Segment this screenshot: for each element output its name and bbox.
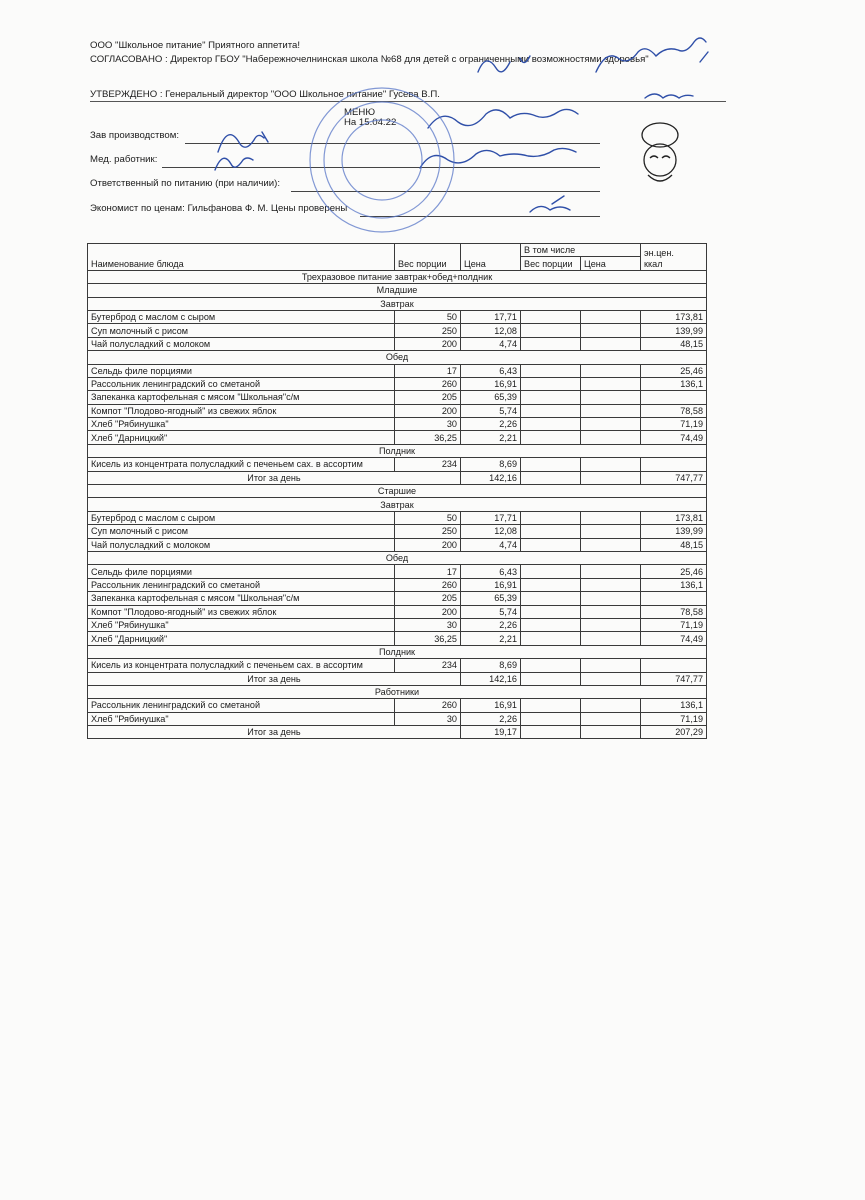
section-label: Работники [88, 685, 707, 698]
total-sub-weight [521, 726, 581, 739]
dish-kcal: 25,46 [641, 565, 707, 578]
dish-name: Чай полусладкий с молоком [88, 337, 395, 350]
approved-text: УТВЕРЖДЕНО : Генеральный директор "ООО Школьное питание" Гусева В.П. [90, 89, 440, 100]
dish-price: 6,43 [461, 364, 521, 377]
dish-weight: 36,25 [395, 431, 461, 444]
dish-price: 5,74 [461, 404, 521, 417]
header-energy [641, 244, 707, 271]
dish-weight: 200 [395, 605, 461, 618]
table-row [88, 310, 707, 323]
dish-sub-price [581, 538, 641, 551]
table-row [88, 605, 707, 618]
dish-sub-weight [521, 699, 581, 712]
role-responsible: Ответственный по питанию (при наличии): [90, 178, 280, 189]
dish-weight: 260 [395, 699, 461, 712]
total-price: 19,17 [461, 726, 521, 739]
dish-sub-weight [521, 632, 581, 645]
dish-sub-price [581, 391, 641, 404]
dish-name: Хлеб "Рябинушка" [88, 418, 395, 431]
dish-kcal: 48,15 [641, 538, 707, 551]
dish-kcal: 25,46 [641, 364, 707, 377]
dish-kcal: 136,1 [641, 377, 707, 390]
total-sub-price [581, 471, 641, 484]
signature-line-economist [360, 216, 600, 217]
company-line: ООО "Школьное питание" Приятного аппетита! [90, 40, 301, 51]
menu-title: МЕНЮ [344, 107, 376, 118]
table-row [88, 511, 707, 524]
dish-sub-weight [521, 391, 581, 404]
role-medic: Мед. работник: [90, 154, 158, 165]
dish-sub-weight [521, 592, 581, 605]
dish-name: Компот "Плодово-ягодный" из свежих яблок [88, 404, 395, 417]
table-row [88, 592, 707, 605]
dish-name: Рассольник ленинградский со сметаной [88, 377, 395, 390]
dish-sub-price [581, 525, 641, 538]
dish-weight: 50 [395, 511, 461, 524]
dish-kcal: 139,99 [641, 324, 707, 337]
dish-kcal: 136,1 [641, 699, 707, 712]
dish-price: 6,43 [461, 565, 521, 578]
role-economist: Экономист по ценам: Гильфанова Ф. М. Цены проверены [90, 203, 348, 214]
table-row [88, 364, 707, 377]
dish-weight: 30 [395, 618, 461, 631]
section-label: Полдник [88, 645, 707, 658]
handwritten-signature [428, 109, 578, 128]
signature-line-medic [162, 167, 600, 168]
dish-kcal [641, 659, 707, 672]
dish-sub-weight [521, 324, 581, 337]
total-label: Итог за день [88, 672, 461, 685]
table-row [88, 377, 707, 390]
section-label: Обед [88, 551, 707, 564]
signature-line-responsible [291, 191, 600, 192]
dish-sub-price [581, 712, 641, 725]
dish-kcal: 74,49 [641, 632, 707, 645]
dish-kcal: 136,1 [641, 578, 707, 591]
section-label: Обед [88, 351, 707, 364]
dish-sub-weight [521, 377, 581, 390]
dish-name: Компот "Плодово-ягодный" из свежих яблок [88, 605, 395, 618]
table-row [88, 391, 707, 404]
dish-name: Кисель из концентрата полусладкий с печеньем сах. в ассортим [88, 458, 395, 471]
dish-weight: 205 [395, 391, 461, 404]
dish-kcal [641, 458, 707, 471]
signature-line-production [185, 143, 600, 144]
section-row [88, 685, 707, 698]
header-sub-weight: Вес порции [521, 257, 581, 270]
dish-weight: 260 [395, 578, 461, 591]
table-row [88, 525, 707, 538]
section-row [88, 444, 707, 457]
dish-kcal: 139,99 [641, 525, 707, 538]
dish-kcal: 71,19 [641, 418, 707, 431]
dish-sub-price [581, 418, 641, 431]
dish-weight: 234 [395, 659, 461, 672]
dish-kcal: 48,15 [641, 337, 707, 350]
handwritten-signature [530, 196, 570, 212]
chef-logo-icon [642, 123, 678, 181]
dish-sub-price [581, 458, 641, 471]
dish-sub-price [581, 592, 641, 605]
dish-price: 65,39 [461, 592, 521, 605]
total-label: Итог за день [88, 726, 461, 739]
section-row [88, 498, 707, 511]
dish-weight: 250 [395, 324, 461, 337]
dish-price: 2,21 [461, 431, 521, 444]
dish-name: Чай полусладкий с молоком [88, 538, 395, 551]
total-kcal: 747,77 [641, 672, 707, 685]
table-row [88, 337, 707, 350]
dish-sub-weight [521, 525, 581, 538]
dish-sub-price [581, 511, 641, 524]
dish-price: 2,21 [461, 632, 521, 645]
dish-sub-price [581, 632, 641, 645]
section-label: Младшие [88, 284, 707, 297]
dish-name: Кисель из концентрата полусладкий с печеньем сах. в ассортим [88, 659, 395, 672]
section-row [88, 485, 707, 498]
dish-weight: 260 [395, 377, 461, 390]
dish-sub-weight [521, 418, 581, 431]
section-row [88, 284, 707, 297]
role-production: Зав производством: [90, 130, 180, 141]
dish-weight: 250 [395, 525, 461, 538]
table-row [88, 618, 707, 631]
dish-name: Хлеб "Рябинушка" [88, 618, 395, 631]
header-energy-line1: эн.цен. [644, 247, 674, 258]
dish-kcal: 74,49 [641, 431, 707, 444]
header-sub-price: Цена [581, 257, 641, 270]
total-sub-weight [521, 471, 581, 484]
dish-sub-weight [521, 605, 581, 618]
total-row [88, 471, 707, 484]
header-name: Наименование блюда [88, 244, 395, 271]
dish-price: 2,26 [461, 712, 521, 725]
header-including: В том числе [521, 244, 641, 257]
section-label: Завтрак [88, 498, 707, 511]
dish-weight: 17 [395, 565, 461, 578]
dish-weight: 30 [395, 712, 461, 725]
dish-name: Рассольник ленинградский со сметаной [88, 578, 395, 591]
dish-sub-weight [521, 337, 581, 350]
dish-sub-weight [521, 511, 581, 524]
dish-weight: 200 [395, 337, 461, 350]
dish-name: Запеканка картофельная с мясом "Школьная"с/м [88, 391, 395, 404]
dish-name: Бутерброд с маслом с сыром [88, 310, 395, 323]
dish-kcal: 78,58 [641, 404, 707, 417]
section-row [88, 351, 707, 364]
dish-name: Хлеб "Рябинушка" [88, 712, 395, 725]
total-sub-price [581, 672, 641, 685]
agreed-line: СОГЛАСОВАНО : Директор ГБОУ "Набережночелнинская школа №68 для детей с ограниченными возможностями здоровья" [90, 54, 649, 65]
total-sub-price [581, 726, 641, 739]
dish-name: Сельдь филе порциями [88, 565, 395, 578]
dish-price: 2,26 [461, 418, 521, 431]
section-label: Старшие [88, 485, 707, 498]
dish-sub-weight [521, 618, 581, 631]
table-row [88, 699, 707, 712]
dish-sub-weight [521, 712, 581, 725]
table-header-row [88, 244, 707, 257]
dish-price: 8,69 [461, 659, 521, 672]
dish-name: Хлеб "Дарницкий" [88, 431, 395, 444]
dish-sub-price [581, 337, 641, 350]
table-row [88, 458, 707, 471]
section-row [88, 297, 707, 310]
table-row [88, 404, 707, 417]
dish-sub-price [581, 310, 641, 323]
dish-price: 16,91 [461, 699, 521, 712]
dish-sub-price [581, 377, 641, 390]
dish-sub-weight [521, 431, 581, 444]
dish-sub-price [581, 578, 641, 591]
dish-price: 2,26 [461, 618, 521, 631]
header-energy-line2: ккал [644, 258, 663, 269]
dish-price: 17,71 [461, 511, 521, 524]
section-label: Полдник [88, 444, 707, 457]
table-row [88, 538, 707, 551]
dish-kcal: 71,19 [641, 618, 707, 631]
section-row [88, 645, 707, 658]
total-sub-weight [521, 672, 581, 685]
dish-sub-weight [521, 310, 581, 323]
dish-price: 16,91 [461, 377, 521, 390]
dish-price: 12,08 [461, 525, 521, 538]
header-price: Цена [461, 244, 521, 271]
section-label: Завтрак [88, 297, 707, 310]
dish-price: 17,71 [461, 310, 521, 323]
total-price: 142,16 [461, 672, 521, 685]
dish-name: Суп молочный с рисом [88, 324, 395, 337]
handwritten-signature [215, 158, 253, 170]
handwritten-signature [218, 132, 268, 152]
dish-sub-price [581, 659, 641, 672]
dish-sub-price [581, 605, 641, 618]
section-row [88, 551, 707, 564]
dish-weight: 30 [395, 418, 461, 431]
dish-name: Запеканка картофельная с мясом "Школьная"с/м [88, 592, 395, 605]
dish-sub-price [581, 364, 641, 377]
total-price: 142,16 [461, 471, 521, 484]
dish-sub-weight [521, 659, 581, 672]
dish-sub-weight [521, 565, 581, 578]
menu-date: На 15.04.22 [344, 117, 397, 128]
dish-sub-price [581, 324, 641, 337]
dish-name: Рассольник ленинградский со сметаной [88, 699, 395, 712]
dish-weight: 36,25 [395, 632, 461, 645]
approved-underline [90, 101, 726, 102]
table-row [88, 712, 707, 725]
section-label: Трехразовое питание завтрак+обед+полдник [88, 270, 707, 283]
dish-sub-price [581, 699, 641, 712]
handwritten-signature [420, 148, 576, 168]
table-row [88, 578, 707, 591]
dish-weight: 200 [395, 404, 461, 417]
dish-kcal [641, 391, 707, 404]
dish-price: 8,69 [461, 458, 521, 471]
dish-price: 12,08 [461, 324, 521, 337]
section-row [88, 270, 707, 283]
dish-weight: 205 [395, 592, 461, 605]
table-row [88, 324, 707, 337]
menu-table [87, 243, 707, 739]
dish-sub-price [581, 431, 641, 444]
dish-price: 65,39 [461, 391, 521, 404]
total-row [88, 672, 707, 685]
total-label: Итог за день [88, 471, 461, 484]
dish-price: 4,74 [461, 538, 521, 551]
total-kcal: 207,29 [641, 726, 707, 739]
dish-sub-price [581, 404, 641, 417]
dish-sub-weight [521, 364, 581, 377]
dish-weight: 234 [395, 458, 461, 471]
dish-sub-weight [521, 578, 581, 591]
table-row [88, 632, 707, 645]
dish-sub-price [581, 618, 641, 631]
dish-weight: 50 [395, 310, 461, 323]
dish-sub-weight [521, 538, 581, 551]
dish-price: 5,74 [461, 605, 521, 618]
dish-kcal: 71,19 [641, 712, 707, 725]
table-row [88, 431, 707, 444]
dish-sub-weight [521, 404, 581, 417]
header-weight: Вес порции [395, 244, 461, 271]
dish-kcal [641, 592, 707, 605]
table-row [88, 659, 707, 672]
dish-name: Хлеб "Дарницкий" [88, 632, 395, 645]
handwritten-signature [645, 94, 693, 98]
dish-name: Суп молочный с рисом [88, 525, 395, 538]
total-kcal: 747,77 [641, 471, 707, 484]
dish-price: 16,91 [461, 578, 521, 591]
dish-weight: 17 [395, 364, 461, 377]
total-row [88, 726, 707, 739]
dish-kcal: 173,81 [641, 310, 707, 323]
table-row [88, 565, 707, 578]
dish-price: 4,74 [461, 337, 521, 350]
dish-sub-weight [521, 458, 581, 471]
dish-sub-price [581, 565, 641, 578]
approved-line [90, 89, 440, 100]
dish-name: Бутерброд с маслом с сыром [88, 511, 395, 524]
dish-kcal: 173,81 [641, 511, 707, 524]
dish-kcal: 78,58 [641, 605, 707, 618]
dish-name: Сельдь филе порциями [88, 364, 395, 377]
dish-weight: 200 [395, 538, 461, 551]
table-row [88, 418, 707, 431]
